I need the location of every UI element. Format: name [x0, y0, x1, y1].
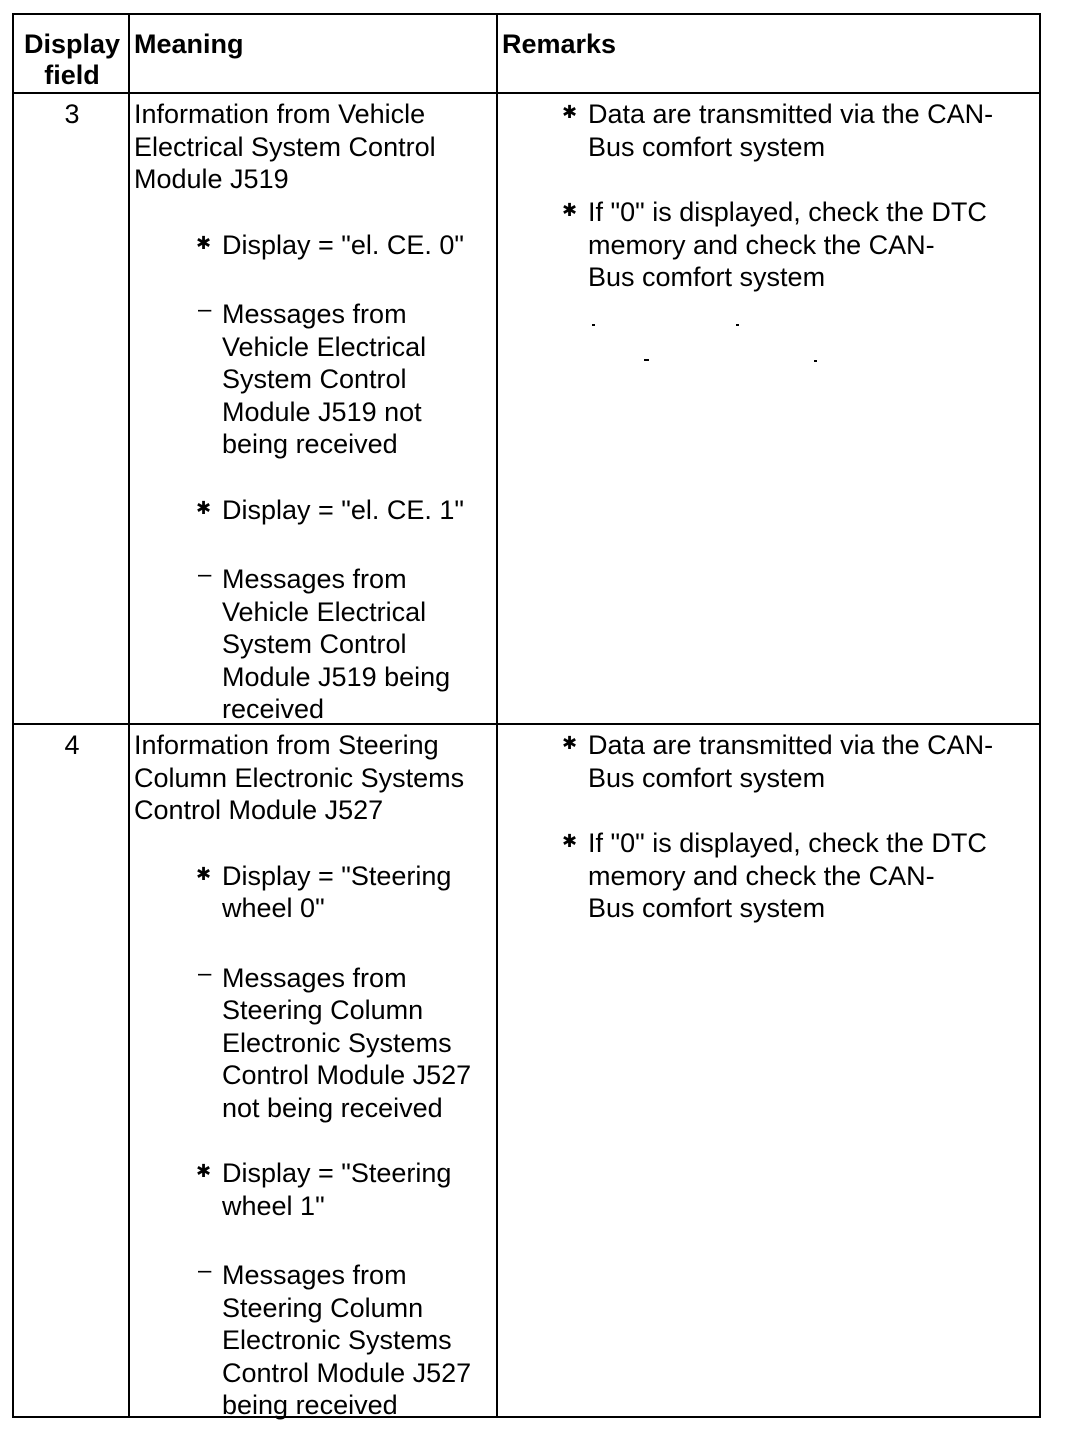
- remark-item: [562, 729, 1040, 794]
- header-remarks: Remarks: [502, 29, 617, 59]
- item-line: wheel 0": [222, 893, 325, 923]
- display-field-table: [12, 13, 1041, 1418]
- asterisk-bullet-icon: ✱: [196, 1161, 212, 1181]
- item-line: Module J519 being: [222, 661, 451, 692]
- item-line: Display = "el. CE. 0": [222, 229, 465, 260]
- scan-mark: [814, 360, 817, 362]
- item-line: wheel 1": [222, 1190, 325, 1221]
- column-divider: [128, 15, 130, 1416]
- item-line: Electronic Systems: [222, 1325, 452, 1355]
- dash-bullet-icon: –: [198, 1257, 212, 1284]
- remark-line: Bus comfort system: [588, 762, 826, 793]
- meaning-dash-item: [196, 1259, 494, 1422]
- asterisk-bullet-icon: ✱: [562, 831, 578, 851]
- remark-item: [562, 827, 1040, 925]
- item-line: Control Module J527: [222, 1060, 472, 1090]
- header-display-field: [16, 29, 128, 91]
- dash-bullet-icon: –: [198, 959, 212, 987]
- meaning-bullet-item: [196, 1157, 494, 1222]
- item-line: Vehicle Electrical: [222, 596, 427, 627]
- item-line: System Control: [222, 364, 407, 394]
- item-line: Module J519 not: [222, 396, 422, 427]
- scan-mark: [644, 359, 649, 361]
- column-divider: [496, 15, 498, 1416]
- meaning-intro-line: Information from Vehicle: [134, 99, 426, 129]
- header-display-field-line: field: [44, 60, 100, 90]
- remark-item: [562, 98, 1040, 163]
- remark-line: If "0" is displayed, check the DTC: [588, 197, 987, 227]
- header-divider: [14, 92, 1039, 94]
- item-line: Messages from: [222, 299, 407, 329]
- asterisk-bullet-icon: ✱: [562, 102, 578, 122]
- item-line: Steering Column: [222, 1292, 424, 1323]
- asterisk-bullet-icon: ✱: [196, 863, 212, 884]
- header-meaning: Meaning: [134, 29, 244, 59]
- asterisk-bullet-icon: ✱: [562, 733, 578, 753]
- row-meaning: [134, 729, 494, 1422]
- remark-line: Data are transmitted via the CAN-: [588, 730, 994, 760]
- remark-line: Bus comfort system: [588, 131, 826, 162]
- remark-line: Data are transmitted via the CAN-: [588, 99, 994, 129]
- asterisk-bullet-icon: ✱: [196, 232, 212, 253]
- remark-line: memory and check the CAN-: [588, 860, 935, 891]
- remark-item: [562, 196, 1040, 294]
- meaning-dash-item: [196, 298, 494, 461]
- item-line: Display = "Steering: [222, 860, 452, 891]
- header-display-field-line: Display: [23, 29, 121, 59]
- meaning-intro-line: Column Electronic Systems: [134, 762, 465, 793]
- item-line: Electronic Systems: [222, 1027, 452, 1058]
- meaning-bullet-item: [196, 860, 494, 925]
- remark-line: Bus comfort system: [588, 262, 826, 292]
- item-line: Steering Column: [222, 995, 424, 1025]
- row-meaning: [134, 98, 494, 726]
- scan-mark: [592, 324, 595, 326]
- item-line: received: [222, 694, 325, 724]
- item-line: Display = "el. CE. 1": [222, 494, 465, 525]
- item-line: being received: [222, 429, 398, 459]
- meaning-intro-line: Control Module J527: [134, 795, 384, 825]
- dash-bullet-icon: –: [198, 296, 212, 323]
- scan-mark: [736, 324, 739, 326]
- asterisk-bullet-icon: ✱: [196, 497, 212, 518]
- item-line: being received: [222, 1390, 398, 1420]
- row-field-number: 3: [64, 99, 80, 129]
- dash-bullet-icon: –: [198, 561, 212, 588]
- item-line: Messages from: [222, 962, 407, 993]
- meaning-bullet-item: [196, 229, 494, 262]
- item-line: Vehicle Electrical: [222, 331, 427, 362]
- row-remarks: [562, 729, 1040, 925]
- row-remarks: [562, 98, 1040, 294]
- item-line: Display = "Steering: [222, 1158, 452, 1188]
- meaning-intro-line: Module J519: [134, 164, 289, 194]
- row-field-number: 4: [64, 730, 80, 760]
- item-line: System Control: [222, 629, 407, 659]
- remark-line: If "0" is displayed, check the DTC: [588, 828, 987, 858]
- meaning-bullet-item: [196, 494, 494, 527]
- asterisk-bullet-icon: ✱: [562, 200, 578, 220]
- remark-line: Bus comfort system: [588, 893, 826, 923]
- meaning-dash-item: [196, 563, 494, 726]
- item-line: Control Module J527: [222, 1357, 472, 1388]
- item-line: Messages from: [222, 1260, 407, 1290]
- item-line: Messages from: [222, 564, 407, 594]
- remark-line: memory and check the CAN-: [588, 229, 935, 260]
- meaning-intro-line: Electrical System Control: [134, 131, 436, 162]
- item-line: not being received: [222, 1092, 443, 1123]
- meaning-dash-item: [196, 959, 494, 1125]
- meaning-intro-line: Information from Steering: [134, 730, 439, 760]
